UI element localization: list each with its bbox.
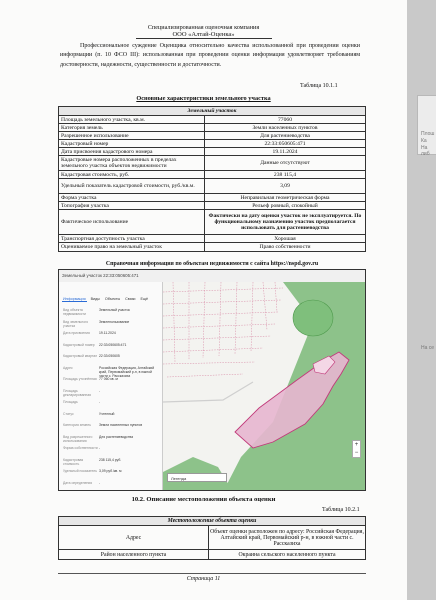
map-tabs <box>62 297 149 302</box>
info-key: Дата определения <box>63 480 93 485</box>
info-value: 238 115,4 руб. <box>99 457 122 462</box>
table-row <box>59 194 365 202</box>
info-value: 22:33:050605:471 <box>99 342 127 347</box>
row-value: Неправильная геометрическая форма <box>240 194 330 201</box>
row-value: 77060 <box>278 116 292 123</box>
row-value: Рельеф ровный, спокойный <box>252 202 318 209</box>
map-caption: Справочная информация по объектам недвижимости с сайта https://nspd.gov.ru <box>105 261 319 267</box>
row-label: Транспортная доступность участка <box>59 235 205 242</box>
info-row <box>63 389 161 397</box>
info-row <box>63 343 161 347</box>
table-row <box>59 210 365 235</box>
table-row <box>59 171 365 179</box>
table-row <box>59 148 365 156</box>
row-label: Площадь земельного участка, кв.м. <box>59 116 205 123</box>
section-title: 10.2. Описание местоположения объекта оценки <box>131 496 276 503</box>
info-value: Земельный участок <box>99 308 130 312</box>
info-row <box>63 354 161 358</box>
row-value: Земли населенных пунктов <box>252 124 318 131</box>
row-label: Топография участка <box>59 202 205 209</box>
info-value: Учтенный <box>99 411 115 416</box>
map-zoom-control[interactable]: + − <box>352 440 361 458</box>
footer-rule <box>58 573 366 574</box>
row-label: Фактическое использование <box>59 210 205 234</box>
info-key: Дата присвоения <box>63 331 90 335</box>
info-key: Статус <box>63 411 74 416</box>
info-value: - <box>99 480 101 485</box>
map-tab[interactable]: Связи <box>125 297 136 301</box>
info-key: Вид земельного участка <box>63 319 89 328</box>
header-company-type: Специализированная оценочная компания <box>147 24 260 31</box>
info-row <box>63 412 161 416</box>
edge-text-1: Плош <box>421 131 435 137</box>
row-label: Оцениваемое право на земельный участок <box>59 243 205 251</box>
row-value: Фактически на дату оценки участок не эксплуатируется. По функциональному назначению участок предполагается использовать для растениеводства <box>208 213 362 231</box>
info-row <box>63 481 161 485</box>
land-characteristics-table <box>58 106 366 252</box>
info-row <box>63 458 161 466</box>
header-rule <box>136 38 272 39</box>
table1-title: Основные характеристики земельного участка <box>136 95 271 102</box>
row-label: Кадастровая стоимость, руб. <box>59 171 205 178</box>
info-row <box>63 446 161 450</box>
table2-caption: Таблица 10.2.1 <box>322 507 360 513</box>
map-tab[interactable]: Объекты <box>104 297 121 301</box>
edge-text-2: Ка <box>421 138 427 144</box>
info-value: - <box>99 388 101 393</box>
info-value: - <box>99 446 101 450</box>
table1-caption: Таблица 10.1.1 <box>300 83 338 89</box>
header-company-name: ООО «Алтай-Оценка» <box>172 31 235 38</box>
info-row <box>63 423 161 427</box>
info-key: Вид разрешенного использования <box>63 434 93 443</box>
info-value: 77 060 кв. м <box>99 377 118 381</box>
row-label: Дата присвоения кадастрового номера <box>59 148 205 155</box>
row-value: 22:33:050605:471 <box>264 140 306 147</box>
map-legend-button[interactable]: Легенда <box>167 473 227 482</box>
info-value: 19.11.2024 <box>99 331 116 335</box>
table-row <box>59 526 365 550</box>
row-value: Данные отсутствуют <box>260 160 310 166</box>
adjacent-page-edge <box>407 0 436 600</box>
info-row <box>63 366 161 378</box>
info-value: Землепользование <box>99 319 130 324</box>
cadastral-map-screenshot <box>58 269 366 491</box>
info-key: Вид объекта недвижимости <box>63 308 86 316</box>
info-key: Удельный показатель <box>63 469 98 473</box>
info-key: Площадь декларированная <box>63 388 91 397</box>
row-value: Для растениеводства <box>260 132 310 139</box>
map-info-panel <box>59 282 163 491</box>
location-table <box>58 516 366 560</box>
table-row <box>59 235 365 243</box>
map-tab[interactable]: Ещё <box>140 297 148 301</box>
info-key: Кадастровый номер <box>63 342 95 347</box>
info-key: Площадь <box>63 400 78 404</box>
row-label: Форма участка <box>59 194 205 201</box>
row-value: Право собственности <box>259 244 311 250</box>
map-canvas <box>163 282 366 491</box>
table1-subhead: Земельный участок <box>59 107 365 116</box>
info-row <box>63 469 161 473</box>
info-row <box>63 400 161 404</box>
info-row <box>63 308 161 316</box>
neighbour-parcel <box>293 300 333 336</box>
row-label: Разрешенное использование <box>59 132 205 139</box>
edge-text-3: На <box>421 145 428 151</box>
table2-subhead: Местоположение объекта оценки <box>59 517 365 526</box>
quality-paragraph: Профессиональное суждение Оценщика относительно качества использованной при проведении оценки информации (п. 10 ФСО III): использованная при проведении оценки информация удовлетворяет требованиям достоверности, надежности, существенности и достаточности. <box>60 43 360 68</box>
info-value: - <box>99 400 101 404</box>
info-key: Категория земель <box>63 423 92 427</box>
info-value: Земли населенных пунктов <box>99 423 143 427</box>
row-value: 3,09 <box>280 183 290 189</box>
row-label: Адрес <box>59 526 209 549</box>
table-row <box>59 116 365 124</box>
info-row <box>63 377 161 381</box>
row-value: Хорошая <box>274 235 296 242</box>
table-row <box>59 550 365 559</box>
row-label: Кадастровый номер <box>59 140 205 147</box>
row-value: Окраина сельского населенного пункта <box>238 551 336 558</box>
map-tab[interactable]: Информация <box>63 297 86 301</box>
page-number: Страница 11 <box>186 576 221 582</box>
row-label: Категория земель <box>59 124 205 131</box>
info-key: Адрес <box>63 365 73 370</box>
info-value: Российская Федерация, Алтайский край, Первомайский р-н, в южной части с. Рассказиха <box>99 365 155 378</box>
info-key: Форма собственности <box>63 446 98 450</box>
info-row <box>63 331 161 335</box>
row-label: Удельный показатель кадастровой стоимости, руб./кв.м. <box>59 179 205 193</box>
table-row <box>59 124 365 132</box>
info-row <box>63 320 161 328</box>
info-value: 3,09 руб./кв. м <box>99 469 122 473</box>
row-label: Кадастровые номера расположенных в пределах земельного участка объектов недвижимости <box>59 156 205 170</box>
info-key: Кадастровая стоимость <box>63 457 84 466</box>
row-value: 19.11.2024 <box>272 148 298 155</box>
info-value: 22:33:050605 <box>99 354 120 358</box>
row-value: 238 115,4 <box>273 171 297 178</box>
map-tab[interactable]: Виды <box>90 297 100 301</box>
row-label: Район населенного пункта <box>59 550 209 559</box>
info-value: Для растениеводства <box>99 434 134 439</box>
table-row <box>59 132 365 140</box>
map-top-label: Земельный участок 22:33:050605:471 <box>59 270 365 282</box>
table-row <box>59 202 365 210</box>
table-row <box>59 243 365 251</box>
edge-text-4: либ <box>421 151 430 157</box>
info-key: Кадастровый квартал <box>63 354 98 358</box>
row-value: Объект оценки расположен по адресу: Российская Федерация, Алтайский край, Первомайский р-н, в южной части с. Рассказиха <box>210 528 364 547</box>
table-row <box>59 156 365 171</box>
table-row <box>59 179 365 194</box>
info-row <box>63 435 161 443</box>
info-key: Площадь уточнённая <box>63 377 97 381</box>
edge-text-5: На се <box>421 345 435 351</box>
table-row <box>59 140 365 148</box>
